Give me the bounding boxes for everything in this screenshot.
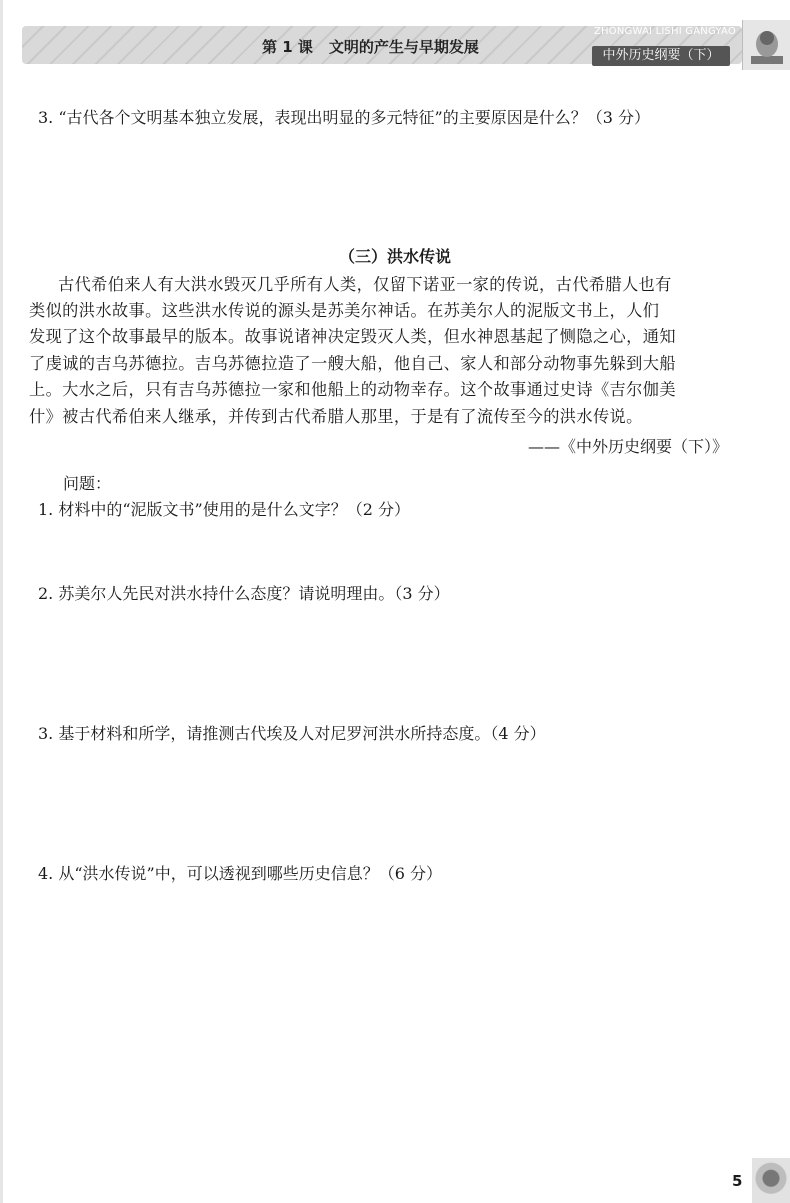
question-4: 4. 从“洪水传说”中，可以透视到哪些历史信息？（6 分） [38,864,442,883]
paragraph-line: 发现了这个故事最早的版本。故事说诸神决定毁灭人类，但水神恩基起了恻隐之心，通知 [29,327,676,346]
questions-label: 问题： [63,474,112,493]
header-pinyin: ZHONGWAI LISHI GANGYAO [594,26,736,37]
paragraph-line: 类似的洪水故事。这些洪水传说的源头是苏美尔神话。在苏美尔人的泥版文书上，人们 [29,301,660,320]
question-3: 3. 基于材料和所学，请推测古代埃及人对尼罗河洪水所持态度。（4 分） [38,724,546,743]
lesson-title: 文明的产生与早期发展 [328,38,479,56]
page-edge [0,0,3,1203]
previous-question: 3. “古代各个文明基本独立发展，表现出明显的多元特征”的主要原因是什么？（3 分） [38,108,650,127]
question-2: 2. 苏美尔人先民对洪水持什么态度？请说明理由。（3 分） [38,584,450,603]
source-citation: ——《中外历史纲要（下）》 [527,437,728,456]
question-1: 1. 材料中的“泥版文书”使用的是什么文字？（2 分） [38,500,410,519]
paragraph-line: 上。大水之后，只有吉乌苏德拉一家和他船上的动物幸存。这个故事通过史诗《吉尔伽美 [29,380,676,399]
header-lesson [262,36,479,57]
corner-emblem-icon [752,1158,790,1203]
paragraph-line: 古代希伯来人有大洪水毁灭几乎所有人类，仅留下诺亚一家的传说，古代希腊人也有 [58,275,672,294]
lion-logo-icon [742,20,790,70]
page-number: 5 [732,1172,743,1190]
section-title: （三）洪水传说 [338,247,451,266]
lesson-number: 第 1 课 [262,38,313,56]
paragraph-line: 什》被古代希伯来人继承，并传到古代希腊人那里，于是有了流传至今的洪水传说。 [29,407,643,426]
paragraph-line: 了虔诚的吉乌苏德拉。吉乌苏德拉造了一艘大船，他自己、家人和部分动物事先躲到大船 [29,354,676,373]
header-book-title: 中外历史纲要（下） [592,46,730,66]
